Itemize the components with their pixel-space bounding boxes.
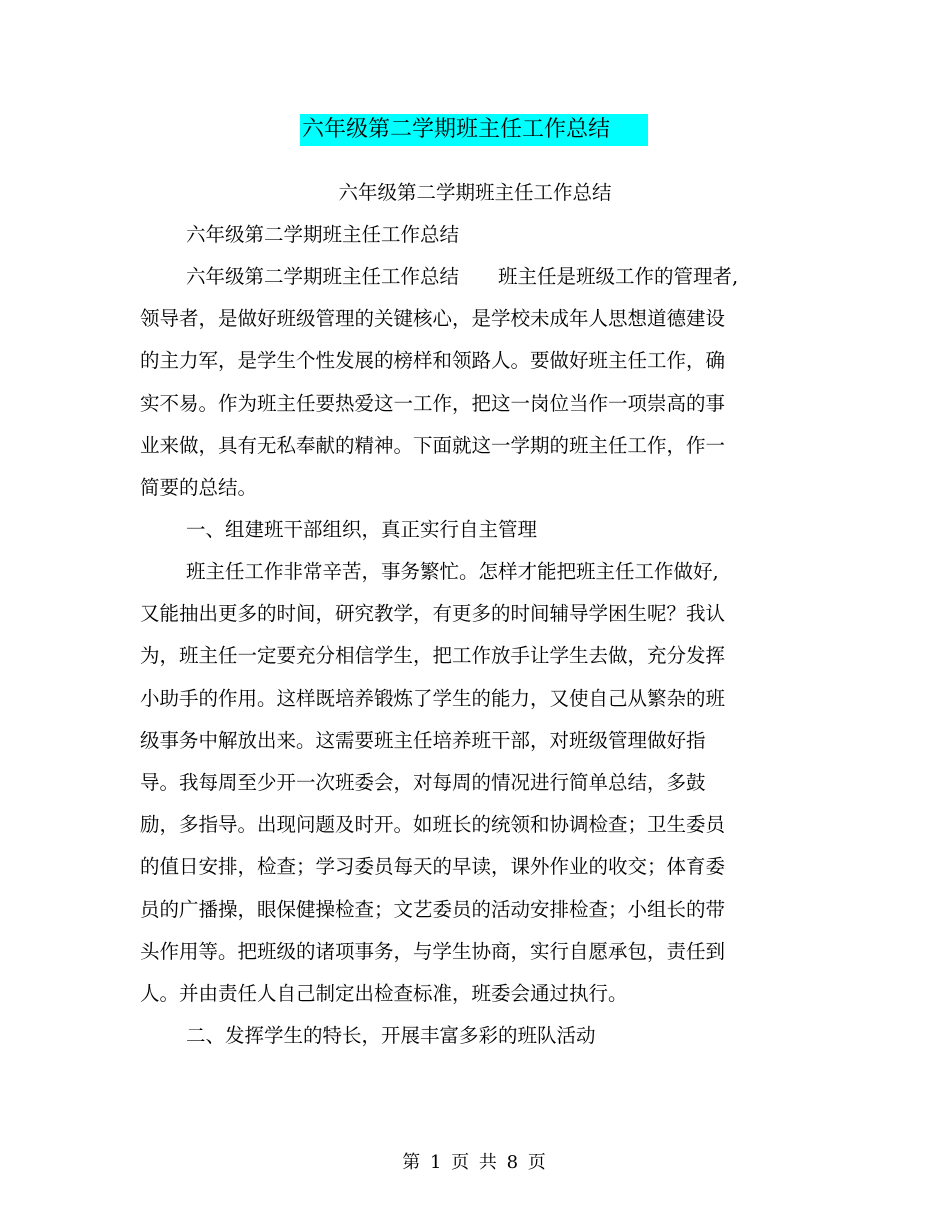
page-number: 第 1 页 共 8 页 [402, 1152, 548, 1173]
paragraph-line: 又能抽出更多的时间，研究教学，有更多的时间辅导学困生呢？我认 [140, 602, 726, 625]
paragraph-line: 领导者，是做好班级管理的关键核心，是学校未成年人思想道德建设 [140, 307, 726, 330]
paragraph-line: 的主力军，是学生个性发展的榜样和领路人。要做好班主任工作，确 [140, 349, 726, 372]
paragraph-line: 为，班主任一定要充分相信学生，把工作放手让学生去做，充分发挥 [140, 644, 726, 667]
paragraph-line: 导。我每周至少开一次班委会，对每周的情况进行简单总结，多鼓 [140, 771, 706, 794]
document-title: 六年级第二学期班主任工作总结 [302, 117, 611, 142]
paragraph-line: 员的广播操，眼保健操检查；文艺委员的活动安排检查；小组长的带 [140, 898, 726, 921]
paragraph-line: 头作用等。把班级的诸项事务，与学生协商，实行自愿承包，责任到 [140, 940, 726, 963]
paragraph-line: 励，多指导。出现问题及时开。如班长的统领和协调检查；卫生委员 [140, 813, 726, 836]
paragraph-line: 简要的总结。 [140, 476, 258, 499]
title-highlight [300, 114, 648, 146]
document-subtitle: 六年级第二学期班主任工作总结 [338, 181, 612, 204]
paragraph-line: 的值日安排，检查；学习委员每天的早读，课外作业的收交；体育委 [140, 855, 726, 878]
section-heading: 二、发挥学生的特长，开展丰富多彩的班队活动 [186, 1024, 596, 1047]
paragraph-line: 业来做，具有无私奉献的精神。下面就这一学期的班主任工作，作一 [140, 434, 726, 457]
paragraph-line: 六年级第二学期班主任工作总结 班主任是班级工作的管理者, [186, 265, 739, 288]
paragraph-line: 实不易。作为班主任要热爱这一工作，把这一岗位当作一项崇高的事 [140, 392, 726, 415]
paragraph-line: 人。并由责任人自己制定出检查标准，班委会通过执行。 [140, 982, 628, 1005]
paragraph-line: 小助手的作用。这样既培养锻炼了学生的能力，又使自己从繁杂的班 [140, 687, 726, 710]
section-heading: 一、组建班干部组织，真正实行自主管理 [186, 518, 538, 541]
paragraph-line: 级事务中解放出来。这需要班主任培养班干部，对班级管理做好指 [140, 729, 706, 752]
paragraph-line: 班主任工作非常辛苦，事务繁忙。怎样才能把班主任工作做好, [186, 560, 719, 583]
paragraph-line: 六年级第二学期班主任工作总结 [186, 223, 460, 246]
